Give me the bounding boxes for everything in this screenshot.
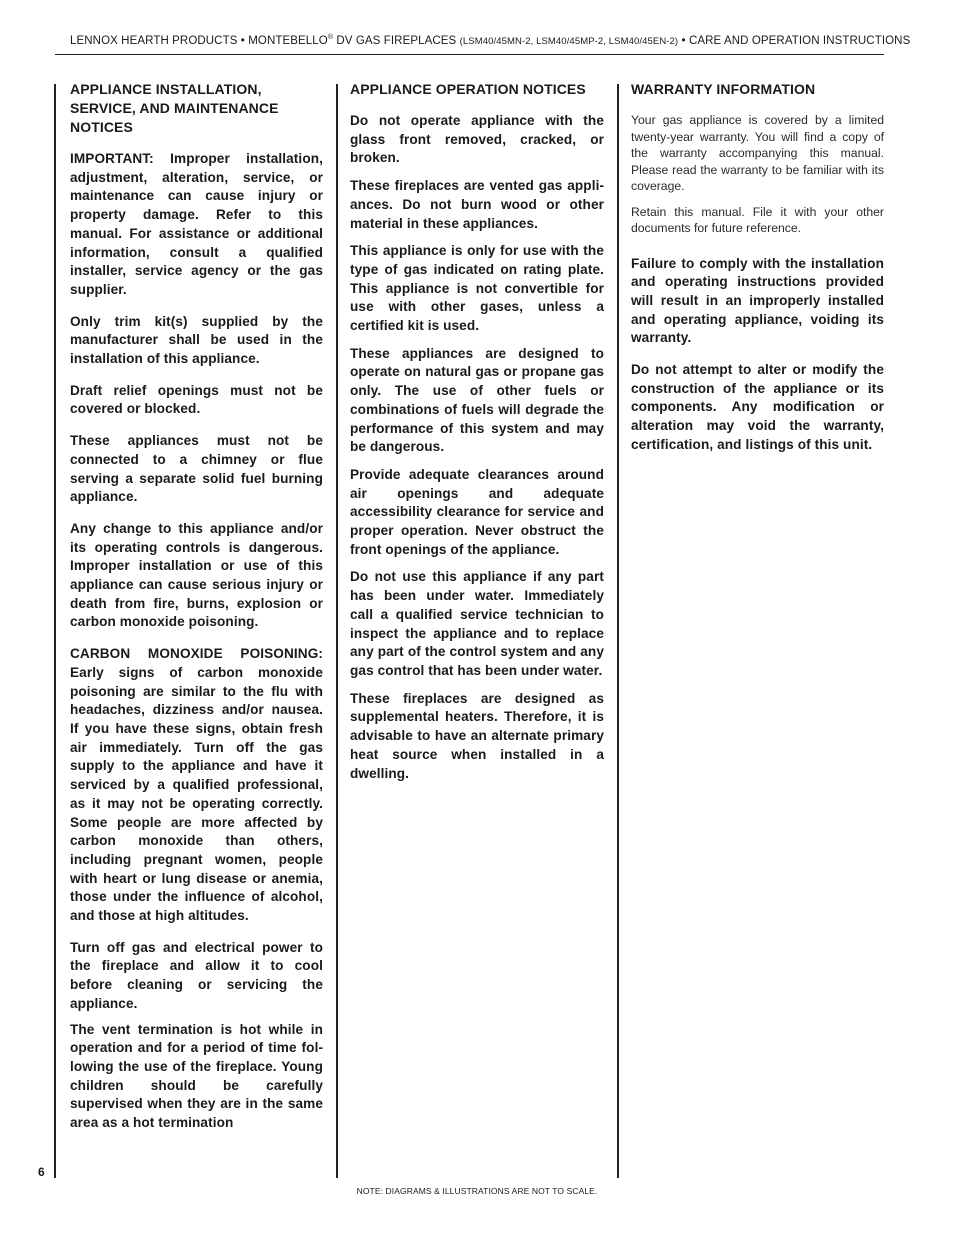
paragraph: These appliances are designed to operate on natural gas or propane gas only. The use of other fuels or combinations of fuels will degrade the performance of this system and may be dangerous.	[350, 345, 604, 455]
paragraph: Your gas appliance is covered by a limited twenty-year warranty. You will find a copy of the warranty accompanying this manual. Please read the warranty to be familiar with its coverage.	[631, 113, 884, 193]
paragraph: Provide adequate clearances around air openings and adequate accessibility clearance for service and proper operation. Never obstruct the front openings of the appliance.	[350, 466, 604, 557]
paragraph: Any change to this appliance and/or its operating controls is dangerous. Improper installation or use of this appliance can cause serious injury or death from fire, burns, explosion or carbon monoxide poisoning.	[70, 520, 323, 630]
left-margin-rule	[54, 84, 56, 1178]
section-heading: APPLIANCE INSTALLATION, SERVICE, AND MAINTENANCE NOTICES	[70, 81, 279, 135]
paragraph: This appliance is only for use with the type of gas indicated on rating plate. This appliance is not convertible for use with other gases, unless a certified kit is used.	[350, 243, 604, 334]
registered-mark: ®	[327, 34, 334, 41]
paragraph: Failure to comply with the installation and operating instructions provided will result in an improperly installed and operating appliance, voiding its warranty.	[631, 255, 884, 346]
column-divider	[336, 84, 338, 1178]
header-brand: LENNOX HEARTH PRODUCTS	[70, 34, 238, 47]
section-heading: APPLIANCE OPERATION NOTICES	[350, 81, 586, 97]
column-warranty-information	[631, 80, 884, 468]
paragraph: Only trim kit(s) supplied by the manufacturer shall be used in the installation of this appliance.	[70, 313, 323, 367]
page-number: 6	[38, 1165, 45, 1179]
paragraph: CARBON MONOXIDE POISONING: Early signs of carbon monoxide poisoning are similar to the flu with headaches, dizziness and/or nausea. If you have these signs, obtain fresh air immediately. Turn off the gas supply to the appliance and have it serviced by a qualified professional, as it may not be operating correctly. Some people are more affected by carbon monoxide than others, including pregnant women, people with heart or lung disease or anemia, those under the influence of alcohol, and those at high altitudes.	[70, 646, 323, 924]
column-operation-notices	[350, 80, 604, 796]
paragraph: These fireplaces are designed as supplemental heaters. Therefore, it is advisable to have an alternate primary heat source when installed in a dwelling.	[350, 690, 604, 781]
paragraph: Do not attempt to alter or modify the construction of the appliance or its components. Any modification or alteration may void the warranty, certification, and listings of this unit.	[631, 362, 884, 452]
header-separator: •	[240, 34, 245, 47]
paragraph: These appliances must not be connected to a chimney or flue serving a separate solid fuel burning appliance.	[70, 433, 323, 505]
header-separator: •	[681, 34, 686, 47]
running-header	[70, 34, 911, 47]
paragraph: IMPORTANT: Improper installation, adjustment, alteration, service, or maintenance can cause injury or property damage. Refer to this manual. For assistance or additional information, consult a qualified installer, service agency or the gas supplier.	[70, 151, 323, 297]
paragraph: Do not use this appliance if any part has been under water. Immediately call a qualified service technician to inspect the appliance and to replace any part of the control system and any gas control that has been under water.	[350, 569, 604, 678]
paragraph: Draft relief openings must not be covered or blocked.	[70, 382, 323, 417]
paragraph: Retain this manual. File it with your other documents for future reference.	[631, 204, 884, 235]
footer-note: NOTE: DIAGRAMS & ILLUSTRATIONS ARE NOT TO SCALE.	[356, 1186, 598, 1196]
column-divider	[617, 84, 619, 1178]
header-product: MONTEBELLO	[248, 34, 328, 47]
section-heading: WARRANTY INFORMATION	[631, 81, 816, 97]
header-rule	[55, 54, 884, 55]
paragraph: Turn off gas and electrical power to the fireplace and allow it to cool before cleaning or servicing the appliance.	[70, 939, 323, 1011]
header-product-suffix: DV GAS FIREPLACES	[336, 34, 457, 47]
column-installation-notices	[70, 80, 323, 1146]
paragraph: Do not operate appliance with the glass front removed, cracked, or broken.	[350, 113, 604, 166]
header-models: (LSM40/45MN-2, LSM40/45MP-2, LSM40/45EN-2)	[459, 35, 679, 47]
paragraph: These fireplaces are vented gas appliances. Do not burn wood or other material in these appliances.	[350, 178, 604, 231]
header-section: CARE AND OPERATION INSTRUCTIONS	[688, 34, 911, 47]
paragraph: The vent termination is hot while in operation and for a period of time following the use of the fireplace. Young children should be carefully supervised when they are in the same area as a hot termination	[70, 1021, 323, 1131]
